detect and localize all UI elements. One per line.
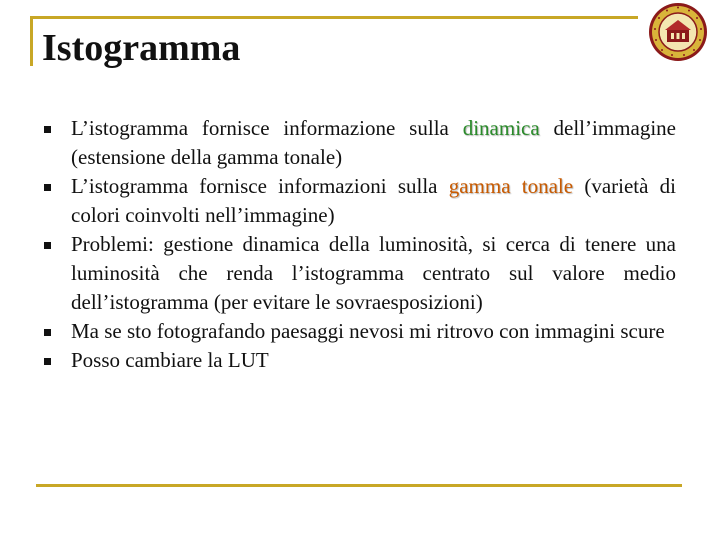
bullet-text: (varietà di colori coinvolti nell’immagine) xyxy=(71,174,677,227)
bullet-list xyxy=(40,114,676,375)
left-divider xyxy=(30,16,33,66)
top-divider xyxy=(30,16,638,19)
highlight-gamma-tonale: gamma tonale xyxy=(448,174,574,198)
bullet-item xyxy=(40,230,676,317)
bullet-text: Problemi: gestione dinamica della luminosità, si cerca di tenere una luminosità che renda l’istogramma centrato sul valore medio dell’istogramma (per evitare le sovraesposizioni) xyxy=(71,232,676,314)
bullet-item xyxy=(40,172,676,230)
bullet-text: dell’immagine (estensione della gamma tonale) xyxy=(71,116,676,169)
bullet-item xyxy=(40,114,676,172)
university-seal-icon xyxy=(648,2,708,62)
bullet-marker-icon xyxy=(44,126,51,133)
bullet-text: Posso cambiare la LUT xyxy=(71,348,269,372)
bullet-text: Ma se sto fotografando paesaggi nevosi mi ritrovo con immagini scure xyxy=(71,319,665,343)
bullet-marker-icon xyxy=(44,358,51,365)
bullet-marker-icon xyxy=(44,184,51,191)
bullet-marker-icon xyxy=(44,329,51,336)
bullet-marker-icon xyxy=(44,242,51,249)
bullet-text: L’istogramma fornisce informazioni sulla xyxy=(71,174,449,198)
bottom-divider xyxy=(36,484,682,487)
bullet-item xyxy=(40,346,676,375)
bullet-item xyxy=(40,317,676,346)
bullet-text: L’istogramma fornisce informazione sulla xyxy=(71,116,463,140)
highlight-dinamica: dinamica xyxy=(462,116,540,140)
slide-title: Istogramma xyxy=(42,27,241,69)
